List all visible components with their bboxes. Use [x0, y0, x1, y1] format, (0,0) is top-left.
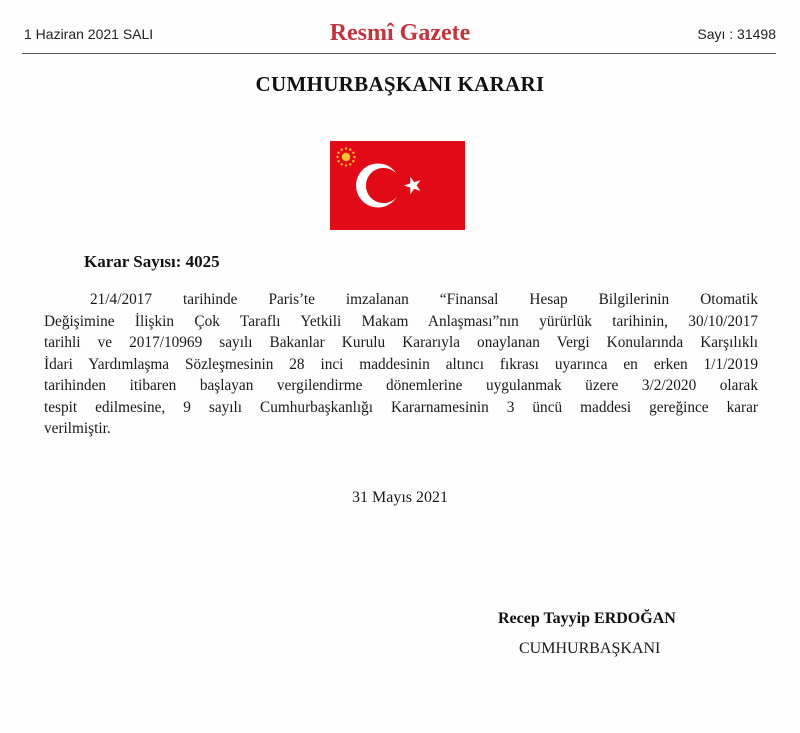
body-line: tarihli ve 2017/10969 sayılı Bakanlar Kurulu Kararıyla onaylanan Vergi Konularında Karşılıklı	[44, 334, 758, 351]
issue-number: Sayı : 31498	[697, 26, 776, 42]
body-line: 21/4/2017 tarihinde Paris’te imzalanan “Finansal Hesap Bilgilerinin Otomatik	[90, 291, 758, 308]
decision-number: Karar Sayısı: 4025	[84, 252, 220, 271]
masthead-divider	[22, 53, 776, 54]
decree-date: 31 Mayıs 2021	[352, 489, 448, 506]
body-line: tarihinden itibaren başlayan vergilendirme dönemlerine uygulanmak üzere 3/2/2020 olarak	[44, 377, 758, 394]
body-line: tespit edilmesine, 9 sayılı Cumhurbaşkanlığı Kararnamesinin 3 üncü maddesi gereğince karar	[44, 398, 758, 416]
publication-title: Resmî Gazete	[329, 20, 471, 46]
turkish-flag-icon	[330, 141, 465, 230]
masthead	[24, 20, 776, 50]
body-line: Değişimine İlişkin Çok Taraflı Yetkili Makam Anlaşması”nın yürürlük tarihinin, 30/10/2017	[44, 312, 758, 330]
decree-body	[44, 289, 758, 440]
signatory-name: Recep Tayyip ERDOĞAN	[498, 610, 676, 627]
body-line: İdari Yardımlaşma Sözleşmesinin 28 inci maddesinin altıncı fıkrası uyarınca en erken 1/1/2019	[44, 355, 758, 373]
decree-heading: CUMHURBAŞKANI KARARI	[255, 72, 545, 96]
signatory-title: CUMHURBAŞKANI	[519, 640, 661, 657]
body-line: verilmiştir.	[44, 420, 111, 437]
issue-date: 1 Haziran 2021 SALI	[24, 26, 154, 42]
